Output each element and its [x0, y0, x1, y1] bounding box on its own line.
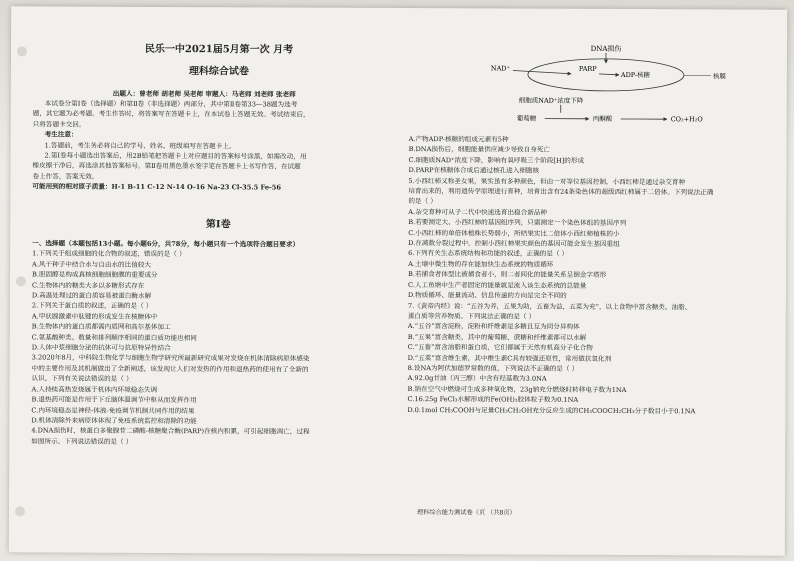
question-line: A.杂交育种可从子二代中快速选育出稳合新品种	[408, 207, 548, 217]
notice-line: 2.第Ⅰ卷每小题选出答案后，用2B铅笔把答题卡上对应题目的答案标号涂黑，如需改动，用	[44, 151, 307, 161]
diagram-glucose: 葡萄糖	[516, 114, 537, 123]
diagram-dna-damage: DNA损伤	[590, 44, 622, 53]
question-line: C.氨基酸种类、数量和排列顺序相同的蛋白质功能也相同	[31, 333, 197, 342]
question-line: 的是（ ）	[408, 197, 437, 206]
question-line: A.“五谷”富含淀粉，淀粉和纤维素是多糖且互为同分异构体	[407, 322, 580, 332]
question-line: A.甲状腺激素中肽键的形成发生在核糖体中	[31, 312, 158, 321]
question-line: C.16.25g FeCl₃水解形成的Fe(OH)₃胶体粒子数为0.1NA	[407, 395, 579, 404]
question-line: 2.下列关于蛋白质的叙述，正确的是（ ）	[31, 301, 153, 311]
question-line: 如图所示。下列说法错误的是（ ）	[31, 437, 133, 446]
question-line: B.“五果”富含糖类，其中的葡萄糖、蔗糖和纤维素都可以水解	[407, 332, 587, 342]
diagram-end-products: CO₂+H₂O	[670, 115, 703, 124]
question-line: D.人体中浆细胞分泌的抗体可与抗原特异性结合	[31, 343, 171, 353]
binding-hole	[16, 276, 26, 286]
question-line: A.风干种子中结合水与自由水的比值较大	[32, 260, 152, 269]
notice-title: 考生注意：	[44, 130, 78, 139]
question-line: 6.下列有关生态系统结构和功能的叙述，正确的是（ ）	[408, 249, 569, 259]
notice-line: 1.答题前，考生务必将自己的学号、姓名、班级填写在答题卡上。	[44, 141, 236, 150]
question-line: D.PARP在核糖体合成后通过核孔进入细胞核	[408, 166, 540, 175]
question-line: C.生物体内的糖类大多以多糖形式存在	[31, 281, 145, 290]
notice-line: 卷上作答，答案无效。	[32, 172, 99, 181]
staff-line: 出题人：曾老师 胡老师 吴老师 审题人：马老师 刘老师 张老师	[112, 89, 296, 99]
parp-pathway-diagram	[471, 40, 741, 133]
diagram-nad: NAD⁺	[490, 64, 510, 73]
question-line: 3.2020年8月，中科院生物化学与细胞生物学研究所最新研究成果对发烧在机体清除病原体感染	[31, 353, 310, 364]
question-line: C.内环境稳态是神经-体液-免疫调节机制共同作用的结果	[31, 405, 195, 415]
arrow	[599, 74, 619, 75]
atomic-masses: 可能用到的相对原子质量：H-1 B-11 C-12 N-14 O-16 Na-23 Cl-35.5 Fe-56	[32, 182, 281, 192]
question-line: C.小西红柿的单倍体植株长势弱小，所结果实比二倍体小西红柿植株的小	[408, 228, 620, 238]
intro-line: 本试卷分第Ⅰ卷（选择题）和第Ⅱ卷（非选择题）两部分，其中第Ⅱ卷第33—38题为选考	[44, 99, 298, 109]
question-line: B.DNA损伤后，细胞能量供应减少导致自身死亡	[408, 145, 551, 155]
binding-hole	[15, 506, 25, 516]
question-line: B.胆固醇是构成真核细胞细胞膜的重要成分	[32, 270, 158, 280]
question-line: B.退热药可能是作用于下丘脑体温调节中枢从而发挥作用	[31, 395, 197, 405]
question-line: 4.DNA损伤时，核蛋白多聚腺苷二磷酸-核糖聚合酶(PARP)在核内积累，可引起细胞凋亡，过程	[31, 426, 310, 436]
diagram-pyruvate: 丙酮酸	[592, 114, 613, 123]
question-line: A.人持续高热发烧属于机体内环境稳态失调	[31, 385, 158, 394]
question-line: 蛋白质等营养物质。下列说法正确的是（ ）	[407, 311, 536, 321]
exam-subtitle: 理科综合试卷	[188, 66, 249, 78]
nucleus-outline	[528, 59, 684, 92]
question-line: D.机体清除外来病原体体现了免疫系统监控和清除的功能	[31, 416, 197, 426]
question-line: 认识。下列有关说法错误的是（ ）	[31, 374, 133, 384]
arrow	[513, 70, 571, 73]
exam-sheet	[9, 6, 787, 555]
question-line: 7.《黄帝内经》说：“五谷为养，五果为助，五畜为益，五菜为充”，以上食物中富含糖类、油脂、	[407, 301, 692, 311]
question-line: 1.下列关于组成细胞的化合物的叙述，错误的是（ ）	[32, 249, 186, 259]
question-line: B.生物体内的蛋白质都需内质网和高尔基体加工	[31, 322, 171, 332]
diagram-cytoplasm-nad: 细胞质NAD⁺浓度下降	[518, 96, 584, 105]
question-line: D.在减数分裂过程中，控制小西红柿果实颜色的基因可能会发生基因重组	[408, 239, 620, 249]
diagram-adp-ribose: ADP-核糖	[620, 70, 651, 80]
intro-line: 题，其它题为必考题。考生作答时，将答案写在答题卡上，在本试卷上答题无效。考试结束后，	[32, 109, 310, 120]
question-line: B.若捕食者体型比被捕食者小，则二者间化的能量关系呈倒金字塔形	[408, 270, 607, 280]
question-line: B.若要测定大、小西红柿的基因组序列，只需测定一个染色体组的基因序列	[408, 218, 627, 228]
binding-hole	[17, 46, 27, 56]
section-instructions: 一、选择题（本题包括13小题。每小题6分，共78分，每小题只有一个选项符合题目要求）	[32, 239, 300, 249]
question-line: 5.小西红柿又称圣女果，果实虽有多种颜色，但由一对等位基因控制，小西红柿是通过杂交育种	[408, 176, 686, 186]
question-line: D.0.1mol CH₃COOH与足量CH₃CH₂OH充分反应生成的CH₃COOCH₂CH₃分子数目小于0.1NA	[407, 405, 696, 415]
questions-left	[31, 238, 404, 448]
question-line: D.物质循环、能量流动、信息传递的方向是完全不同的	[407, 291, 567, 300]
diagram-nucleus-label: 核膜	[712, 72, 726, 81]
question-line: A.产物ADP-核糖的组成元素有5种	[408, 135, 509, 144]
question-line: 培育出来的，利用遗传学原理进行育种，培育出含有24条染色体的超级西红柿属于二倍体。下列说法正确	[408, 187, 714, 197]
notice-line: 橡皮擦干净后，再选涂其他答案标号。第Ⅱ卷用黑色墨水签字笔在答题卡上书写作答，在试题	[32, 161, 301, 172]
question-line: C.细胞质NAD⁺浓度下降，影响有氧呼吸三个阶段[H]的形成	[408, 155, 585, 165]
question-line: C.“五畜”富含油脂和蛋白质，它们都属于天然有机高分子化合物	[407, 343, 593, 352]
intro-line: 只将答题卡交回。	[32, 120, 86, 129]
question-line: 8.设NA为阿伏加德罗常数的值，下列说法不正确的是（ ）	[407, 363, 579, 373]
question-line: C.人工鱼塘中生产者固定的能量就是流入该生态系统的总能量	[407, 280, 587, 290]
page-footer: 理科综合能力测试卷（页 （共8页）	[416, 509, 516, 517]
intro-block	[32, 98, 404, 193]
question-line: A.土壤中微生物的存在能加快生态系统的物质循环	[408, 259, 554, 269]
question-line: D.“五菜”富含维生素，其中维生素C具有较强还原性，常用做抗氧化剂	[407, 353, 612, 363]
question-line: 中的主要作用及其机制做出了全新阐述，该发现让人们对发热的作用和退热药的使用有了全新的	[31, 364, 309, 374]
exam-title: 民乐一中2021届5月第一次 月考	[144, 43, 294, 56]
question-line: A.92.0g甘油（丙三醇）中含有羟基数为3.0NA	[407, 374, 547, 383]
section-title: 第Ⅰ卷	[205, 219, 231, 231]
question-line: D.高温处理过的蛋白质容易被蛋白酶水解	[31, 291, 152, 300]
diagram-parp: PARP	[578, 64, 597, 73]
questions-right	[407, 134, 770, 417]
question-line: B.钠在空气中燃烧可生成多种氧化物，23g钠充分燃烧时转移电子数为1NA	[407, 384, 627, 394]
